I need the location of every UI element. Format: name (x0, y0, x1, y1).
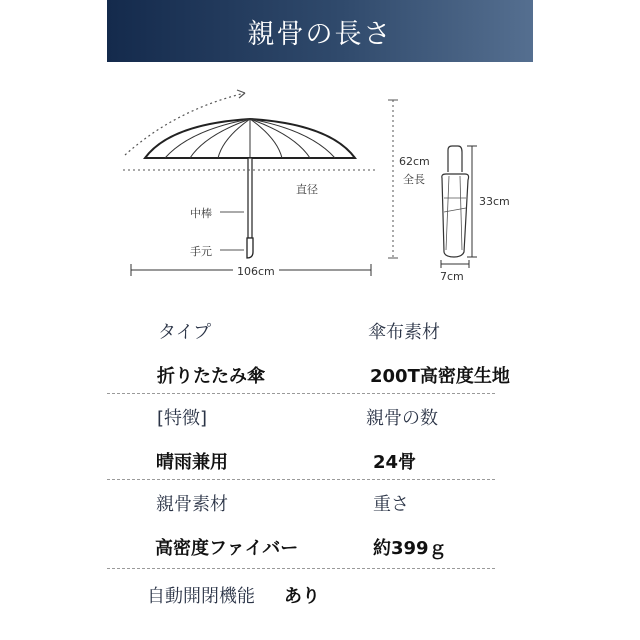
spec-label-weight: 重さ (373, 494, 409, 515)
title-banner (107, 0, 533, 62)
rotation-arrowhead (237, 90, 245, 98)
diameter-label: 直径 (296, 183, 318, 196)
total-length-value: 62cm (399, 155, 430, 168)
folded-width-label: 7cm (440, 270, 464, 283)
spec-value-weight: 約399ｇ (373, 538, 447, 559)
row-divider (107, 568, 495, 569)
spec-label-type: タイプ (158, 322, 212, 343)
spec-value-fabric: 200T高密度生地 (370, 366, 510, 387)
spec-label-rib-count: 親骨の数 (366, 408, 438, 429)
spec-value-feature: 晴雨兼用 (156, 452, 228, 473)
folded-length-label: 33cm (479, 195, 510, 208)
spec-label-rib-material: 親骨素材 (156, 494, 228, 515)
spec-value-type: 折りたたみ傘 (157, 366, 265, 387)
open-width-label: 106cm (233, 265, 279, 278)
spec-label-feature: [特徴] (157, 408, 208, 429)
page-title: 親骨の長さ (247, 18, 393, 50)
row-divider (107, 393, 495, 394)
spec-value-rib-count: 24骨 (373, 452, 417, 473)
spec-label-auto-open: 自動開閉機能 (147, 586, 255, 607)
umbrella-handle-icon (247, 238, 253, 258)
total-length-label: 全長 (403, 173, 425, 186)
shaft-label: 中棒 (190, 207, 212, 220)
row-divider (107, 479, 495, 480)
folded-handle-icon (448, 146, 462, 172)
spec-value-auto-open: あり (284, 586, 320, 607)
umbrella-diagram (0, 62, 640, 292)
handle-label: 手元 (190, 245, 212, 258)
spec-label-fabric: 傘布素材 (368, 322, 440, 343)
spec-value-rib-material: 高密度ファイバー (155, 538, 299, 559)
